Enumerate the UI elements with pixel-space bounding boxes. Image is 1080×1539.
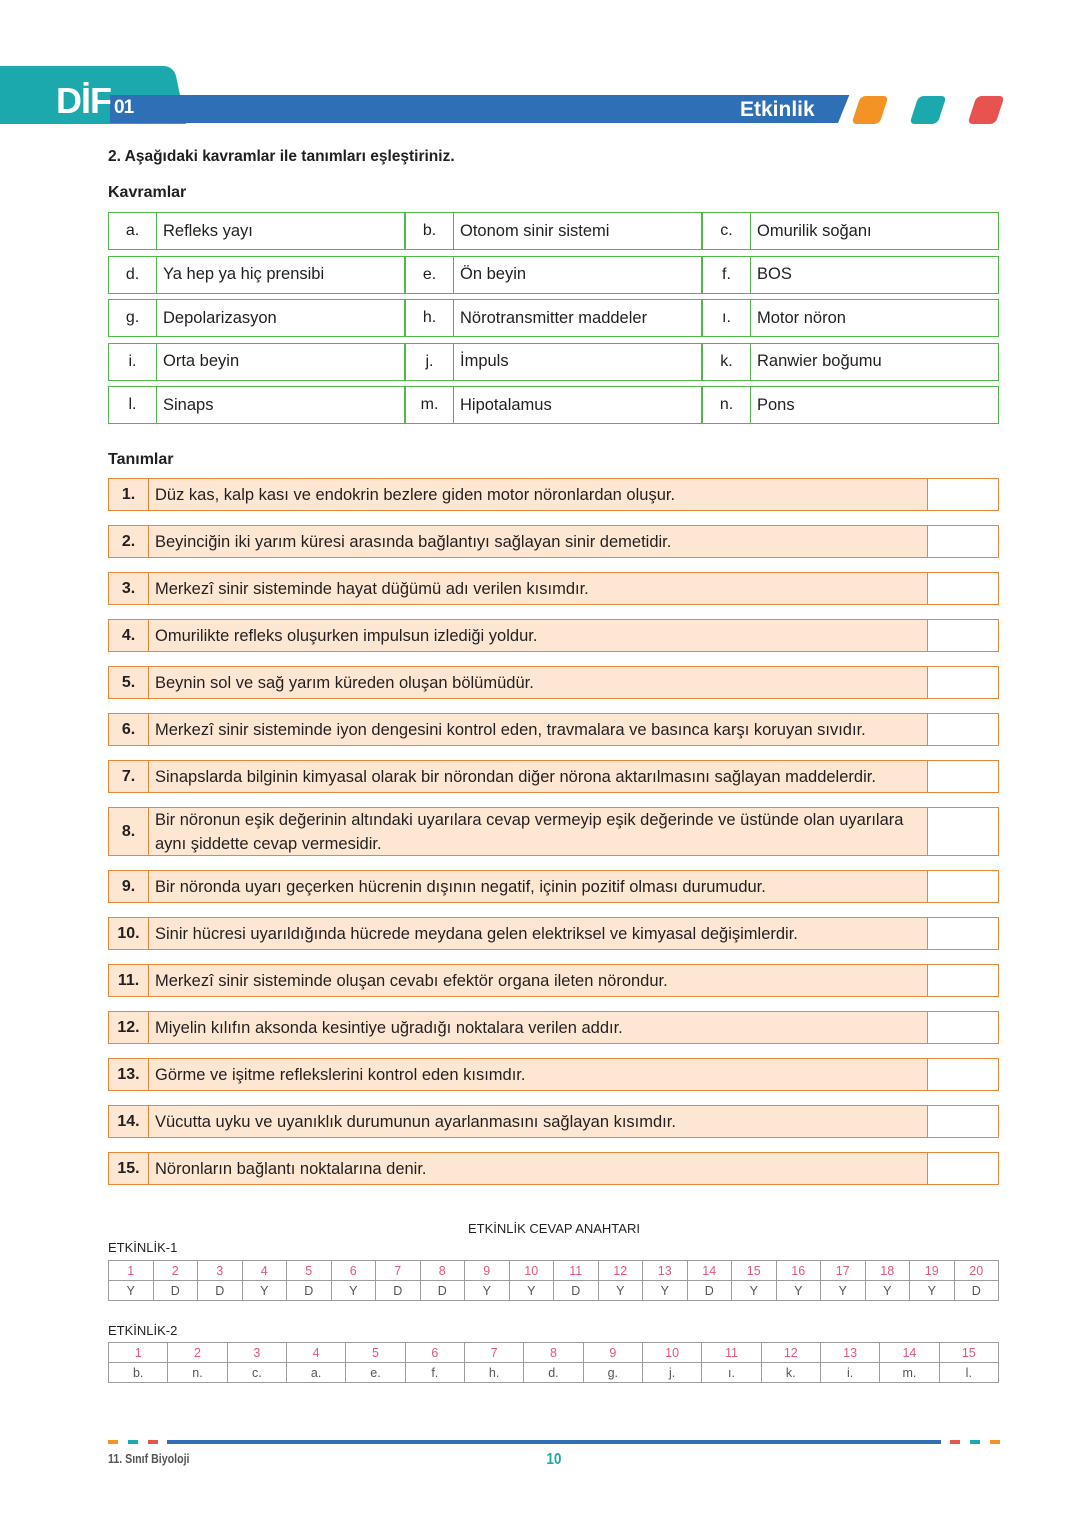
answer-key-answer: D bbox=[198, 1281, 243, 1301]
answer-key-number: 3 bbox=[198, 1261, 243, 1281]
kavram-letter: l. bbox=[108, 386, 156, 424]
logo bbox=[56, 80, 133, 122]
answer-key-answer: j. bbox=[642, 1363, 701, 1383]
kavram-letter: f. bbox=[702, 256, 750, 294]
answer-key-numbers bbox=[109, 1343, 999, 1363]
answer-key-answer: g. bbox=[583, 1363, 642, 1383]
tanim-row bbox=[108, 917, 999, 950]
answer-key-answer: D bbox=[420, 1281, 465, 1301]
kavram-row bbox=[108, 256, 999, 294]
tanim-row bbox=[108, 964, 999, 997]
section-title: Etkinlik bbox=[740, 98, 815, 121]
kavram-term: Motor nöron bbox=[750, 299, 999, 337]
answer-key-answer: n. bbox=[168, 1363, 227, 1383]
answer-key-number: 8 bbox=[420, 1261, 465, 1281]
footer-dash bbox=[108, 1440, 118, 1444]
kavram-row bbox=[108, 386, 999, 424]
answer-key-number: 7 bbox=[464, 1343, 523, 1363]
answer-key-answer: D bbox=[153, 1281, 198, 1301]
answer-key-number: 9 bbox=[465, 1261, 510, 1281]
answer-key-answer: d. bbox=[524, 1363, 583, 1383]
logo-sub: 01 bbox=[114, 97, 134, 118]
answer-key-answer: Y bbox=[598, 1281, 643, 1301]
answer-key-number: 7 bbox=[376, 1261, 421, 1281]
answer-key-answer: Y bbox=[865, 1281, 910, 1301]
answer-key-number: 15 bbox=[939, 1343, 998, 1363]
tanim-number: 8. bbox=[109, 808, 149, 855]
answer-key-answer: Y bbox=[910, 1281, 955, 1301]
tanim-text: Vücutta uyku ve uyanıklık durumunun ayarlanmasını sağlayan kısımdır. bbox=[149, 1106, 928, 1137]
kavram-term: Hipotalamus bbox=[453, 386, 702, 424]
kavram-term: Nörotransmitter maddeler bbox=[453, 299, 702, 337]
footer-dash bbox=[990, 1440, 1000, 1444]
kavramlar-label: Kavramlar bbox=[108, 184, 187, 201]
tanim-row bbox=[108, 870, 999, 903]
answer-key-number: 15 bbox=[732, 1261, 777, 1281]
answer-key-number: 4 bbox=[242, 1261, 287, 1281]
tanim-text: Bir nöronda uyarı geçerken hücrenin dışının negatif, içinin pozitif olması durumudur. bbox=[149, 871, 928, 902]
tanim-number: 6. bbox=[109, 714, 149, 745]
tanim-text: Nöronların bağlantı noktalarına denir. bbox=[149, 1153, 928, 1184]
tanim-text: Sinapslarda bilginin kimyasal olarak bir nörondan diğer nörona aktarılmasını sağlayan maddelerdir. bbox=[149, 761, 928, 792]
answer-box[interactable] bbox=[928, 479, 998, 510]
kavram-term: Ön beyin bbox=[453, 256, 702, 294]
answer-key-answer: Y bbox=[465, 1281, 510, 1301]
kavram-letter: g. bbox=[108, 299, 156, 337]
kavram-row bbox=[108, 299, 999, 337]
tanim-row bbox=[108, 666, 999, 699]
tanim-text: Sinir hücresi uyarıldığında hücrede meydana gelen elektriksel ve kimyasal değişimlerdir. bbox=[149, 918, 928, 949]
tanim-row bbox=[108, 760, 999, 793]
answer-key-answer: a. bbox=[286, 1363, 345, 1383]
kavram-letter: ı. bbox=[702, 299, 750, 337]
tanim-text: Merkezî sinir sisteminde iyon dengesini kontrol eden, travmalara ve basınca karşı koruyan sıvıdır. bbox=[149, 714, 928, 745]
answer-key-answer: f. bbox=[405, 1363, 464, 1383]
answer-key-answer: Y bbox=[242, 1281, 287, 1301]
answer-box[interactable] bbox=[928, 667, 998, 698]
kavram-term: Ranwier boğumu bbox=[750, 343, 999, 381]
tanim-row bbox=[108, 1011, 999, 1044]
kavram-letter: c. bbox=[702, 212, 750, 250]
etkinlik1-label: ETKİNLİK-1 bbox=[108, 1240, 178, 1255]
tanim-text: Omurilikte refleks oluşurken impulsun izlediği yoldur. bbox=[149, 620, 928, 651]
answer-key-number: 3 bbox=[227, 1343, 286, 1363]
answer-key-answer: D bbox=[287, 1281, 332, 1301]
answer-key-answer: b. bbox=[109, 1363, 168, 1383]
answer-key-answer: D bbox=[554, 1281, 599, 1301]
kavram-term: Sinaps bbox=[156, 386, 405, 424]
tanim-text: Beynin sol ve sağ yarım küreden oluşan bölümüdür. bbox=[149, 667, 928, 698]
answer-key-number: 12 bbox=[598, 1261, 643, 1281]
kavram-letter: d. bbox=[108, 256, 156, 294]
footer-line bbox=[167, 1440, 941, 1444]
kavram-term: Omurilik soğanı bbox=[750, 212, 999, 250]
answer-key-number: 2 bbox=[168, 1343, 227, 1363]
answer-key-number: 10 bbox=[509, 1261, 554, 1281]
answer-key-number: 1 bbox=[109, 1261, 154, 1281]
answer-key-answer: D bbox=[687, 1281, 732, 1301]
tanim-text: Beyinciğin iki yarım küresi arasında bağlantıyı sağlayan sinir demetidir. bbox=[149, 526, 928, 557]
answer-key-number: 13 bbox=[643, 1261, 688, 1281]
answer-key-answer: e. bbox=[346, 1363, 405, 1383]
tanim-text: Bir nöronun eşik değerinin altındaki uyarılara cevap vermeyip eşik değerinde ve üstünde olan uyarılara aynı şiddette cevap vermesidir. bbox=[149, 808, 928, 855]
answer-key-number: 14 bbox=[880, 1343, 939, 1363]
answer-box[interactable] bbox=[928, 573, 998, 604]
answer-key-number: 6 bbox=[405, 1343, 464, 1363]
answer-key-answer: h. bbox=[464, 1363, 523, 1383]
tanim-text: Düz kas, kalp kası ve endokrin bezlere giden motor nöronlardan oluşur. bbox=[149, 479, 928, 510]
answer-key-answer: Y bbox=[732, 1281, 777, 1301]
kavram-term: Depolarizasyon bbox=[156, 299, 405, 337]
tanim-number: 9. bbox=[109, 871, 149, 902]
kavram-letter: k. bbox=[702, 343, 750, 381]
tanim-number: 14. bbox=[109, 1106, 149, 1137]
answer-key-answer: Y bbox=[821, 1281, 866, 1301]
tanim-number: 15. bbox=[109, 1153, 149, 1184]
kavram-term: Orta beyin bbox=[156, 343, 405, 381]
answer-key-number: 12 bbox=[761, 1343, 820, 1363]
answer-key-answer: Y bbox=[643, 1281, 688, 1301]
answer-key-answer: Y bbox=[509, 1281, 554, 1301]
tanim-number: 13. bbox=[109, 1059, 149, 1090]
answer-key-answer: l. bbox=[939, 1363, 998, 1383]
orange-shape-icon bbox=[851, 96, 888, 124]
answer-key-number: 5 bbox=[346, 1343, 405, 1363]
answer-key-number: 2 bbox=[153, 1261, 198, 1281]
kavram-letter: j. bbox=[405, 343, 453, 381]
tanim-number: 5. bbox=[109, 667, 149, 698]
tanim-number: 10. bbox=[109, 918, 149, 949]
answer-key-answer: k. bbox=[761, 1363, 820, 1383]
tanim-number: 12. bbox=[109, 1012, 149, 1043]
kavram-letter: i. bbox=[108, 343, 156, 381]
answer-key-number: 19 bbox=[910, 1261, 955, 1281]
answer-key-number: 18 bbox=[865, 1261, 910, 1281]
answer-key-answer: D bbox=[954, 1281, 999, 1301]
tanim-row bbox=[108, 1058, 999, 1091]
answer-key-answer: Y bbox=[776, 1281, 821, 1301]
kavram-term: Ya hep ya hiç prensibi bbox=[156, 256, 405, 294]
answer-key-answer: c. bbox=[227, 1363, 286, 1383]
tanim-number: 7. bbox=[109, 761, 149, 792]
kavram-letter: n. bbox=[702, 386, 750, 424]
page-number: 10 bbox=[546, 1451, 562, 1468]
tanim-row bbox=[108, 478, 999, 511]
answer-key-number: 5 bbox=[287, 1261, 332, 1281]
footer-dash bbox=[970, 1440, 980, 1444]
etkinlik2-label: ETKİNLİK-2 bbox=[108, 1323, 178, 1338]
answer-key-number: 4 bbox=[286, 1343, 345, 1363]
teal-shape-icon bbox=[909, 96, 946, 124]
answer-key-number: 17 bbox=[821, 1261, 866, 1281]
answer-box[interactable] bbox=[928, 526, 998, 557]
kavram-term: Refleks yayı bbox=[156, 212, 405, 250]
kavram-term: Otonom sinir sistemi bbox=[453, 212, 702, 250]
tanim-row bbox=[108, 619, 999, 652]
answer-key-number: 13 bbox=[820, 1343, 879, 1363]
tanim-number: 1. bbox=[109, 479, 149, 510]
answer-key-answer: m. bbox=[880, 1363, 939, 1383]
answer-key-number: 9 bbox=[583, 1343, 642, 1363]
answer-key-number: 10 bbox=[642, 1343, 701, 1363]
question-title: 2. Aşağıdaki kavramlar ile tanımları eşleştiriniz. bbox=[108, 148, 455, 165]
answer-box[interactable] bbox=[928, 620, 998, 651]
tanim-text: Görme ve işitme reflekslerini kontrol eden kısımdır. bbox=[149, 1059, 928, 1090]
answer-box[interactable] bbox=[928, 1153, 998, 1184]
answer-key-number: 16 bbox=[776, 1261, 821, 1281]
tanim-row bbox=[108, 713, 999, 746]
answer-key-title: ETKİNLİK CEVAP ANAHTARI bbox=[468, 1221, 640, 1236]
kavram-term: Pons bbox=[750, 386, 999, 424]
answer-key-answer: ı. bbox=[702, 1363, 761, 1383]
tanim-text: Merkezî sinir sisteminde hayat düğümü adı verilen kısımdır. bbox=[149, 573, 928, 604]
answer-box[interactable] bbox=[928, 918, 998, 949]
tanim-row bbox=[108, 807, 999, 856]
kavram-term: BOS bbox=[750, 256, 999, 294]
answer-box[interactable] bbox=[928, 714, 998, 745]
tanimlar-list bbox=[108, 478, 999, 1199]
tanim-text: Miyelin kılıfın aksonda kesintiye uğradığı noktalara verilen addır. bbox=[149, 1012, 928, 1043]
answer-box[interactable] bbox=[928, 808, 998, 855]
answer-box[interactable] bbox=[928, 871, 998, 902]
kavram-row bbox=[108, 212, 999, 250]
tanim-row bbox=[108, 572, 999, 605]
etkinlik2-table bbox=[108, 1342, 999, 1383]
tanim-number: 11. bbox=[109, 965, 149, 996]
answer-box[interactable] bbox=[928, 1106, 998, 1137]
answer-key-number: 8 bbox=[524, 1343, 583, 1363]
footer-dash bbox=[950, 1440, 960, 1444]
answer-key-number: 11 bbox=[702, 1343, 761, 1363]
tanim-number: 2. bbox=[109, 526, 149, 557]
answer-box[interactable] bbox=[928, 965, 998, 996]
kavram-letter: h. bbox=[405, 299, 453, 337]
answer-key-number: 6 bbox=[331, 1261, 376, 1281]
answer-key-answer: i. bbox=[820, 1363, 879, 1383]
tanim-row bbox=[108, 1152, 999, 1185]
answer-key-answers bbox=[109, 1363, 999, 1383]
tanimlar-label: Tanımlar bbox=[108, 451, 174, 468]
answer-key-answer: Y bbox=[109, 1281, 154, 1301]
kavram-term: İmpuls bbox=[453, 343, 702, 381]
kavram-row bbox=[108, 343, 999, 381]
tanim-text: Merkezî sinir sisteminde oluşan cevabı efektör organa ileten nörondur. bbox=[149, 965, 928, 996]
answer-box[interactable] bbox=[928, 1059, 998, 1090]
answer-box[interactable] bbox=[928, 761, 998, 792]
tanim-row bbox=[108, 525, 999, 558]
footer-dash bbox=[148, 1440, 158, 1444]
kavram-letter: e. bbox=[405, 256, 453, 294]
red-shape-icon bbox=[967, 96, 1004, 124]
answer-key-answer: Y bbox=[331, 1281, 376, 1301]
book-title: 11. Sınıf Biyoloji bbox=[108, 1452, 190, 1466]
answer-key-number: 14 bbox=[687, 1261, 732, 1281]
answer-key-number: 20 bbox=[954, 1261, 999, 1281]
logo-text: DİF bbox=[56, 80, 111, 121]
tanim-number: 4. bbox=[109, 620, 149, 651]
kavram-letter: m. bbox=[405, 386, 453, 424]
tanim-row bbox=[108, 1105, 999, 1138]
answer-key-number: 11 bbox=[554, 1261, 599, 1281]
etkinlik1-table bbox=[108, 1260, 999, 1301]
answer-key-number: 1 bbox=[109, 1343, 168, 1363]
footer-dash bbox=[128, 1440, 138, 1444]
answer-key-answer: D bbox=[376, 1281, 421, 1301]
answer-key-answers bbox=[109, 1281, 999, 1301]
tanim-number: 3. bbox=[109, 573, 149, 604]
kavramlar-grid bbox=[108, 212, 999, 430]
kavram-letter: a. bbox=[108, 212, 156, 250]
kavram-letter: b. bbox=[405, 212, 453, 250]
answer-box[interactable] bbox=[928, 1012, 998, 1043]
answer-key-numbers bbox=[109, 1261, 999, 1281]
